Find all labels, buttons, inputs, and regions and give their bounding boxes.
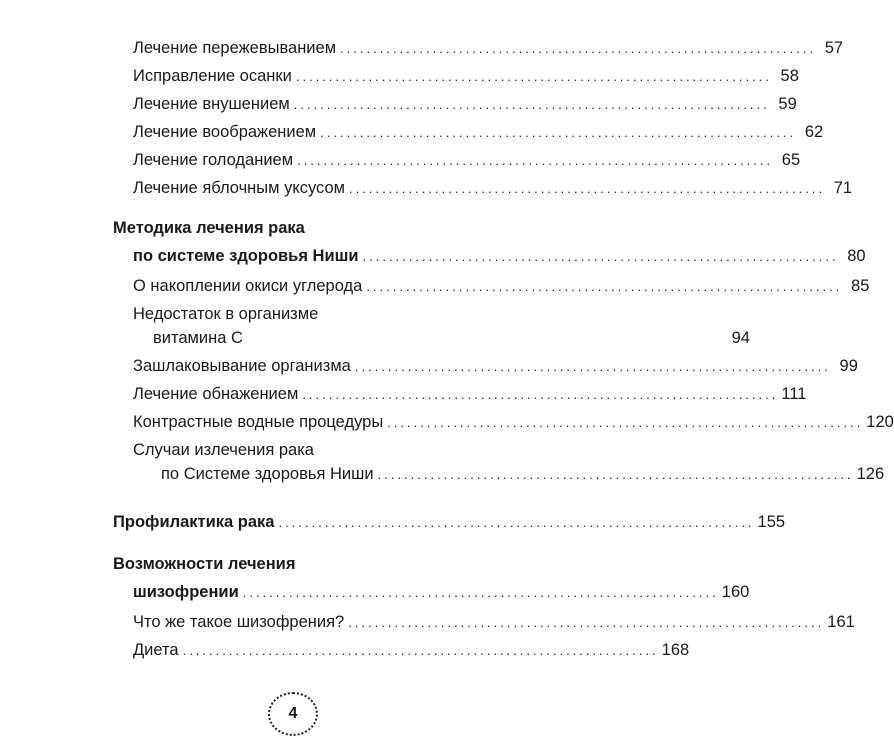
toc-section-entry[interactable] xyxy=(133,246,866,267)
toc-section-entry[interactable] xyxy=(113,512,786,533)
toc-entry-title: Профилактика рака xyxy=(113,513,275,531)
toc-section-entry[interactable] xyxy=(133,582,750,603)
toc-entry[interactable] xyxy=(153,328,750,349)
toc-entry-title: Зашлаковывание организма xyxy=(133,357,351,375)
section-heading: Методика лечения рака xyxy=(113,219,305,237)
toc-entry-page: 99 xyxy=(839,357,858,375)
toc-entry-page: 161 xyxy=(827,613,855,631)
page-number-badge xyxy=(268,692,318,736)
toc-entry-page: 59 xyxy=(778,95,797,113)
toc-entry-title: Что же такое шизофрения? xyxy=(133,613,345,631)
toc-entry-title: Лечение пережевыванием xyxy=(133,39,337,57)
leader-dots: ........................................................................ xyxy=(362,249,839,264)
toc-entry-title: Лечение обнажением xyxy=(133,385,299,403)
toc-entry[interactable] xyxy=(133,356,858,377)
toc-entry-page: 80 xyxy=(847,247,866,265)
leader-dots: ........................................................................ xyxy=(278,515,755,530)
toc-entry-page: 168 xyxy=(661,641,690,659)
leader-dots: ........................................................................ xyxy=(348,615,825,630)
toc-entry-title: Исправление осанки xyxy=(133,67,292,85)
toc-entry-page: 126 xyxy=(856,465,885,483)
section-heading: Возможности лечения xyxy=(113,555,296,573)
toc-entry-page: 160 xyxy=(721,583,750,601)
toc-entry[interactable] xyxy=(133,640,690,661)
toc-entry-title: Лечение воображением xyxy=(133,123,317,141)
toc-entry-title: витамина С xyxy=(153,329,243,347)
toc-entry-page: 155 xyxy=(757,513,786,531)
leader-dots: ........................................................................ xyxy=(295,69,772,84)
toc-entry-title: Лечение яблочным уксусом xyxy=(133,179,346,197)
leader-dots: ........................................................................ xyxy=(349,181,826,196)
toc-entry-page: 58 xyxy=(780,67,799,85)
toc-entry-page: 62 xyxy=(804,123,824,141)
leader-dots: ........................................................................ xyxy=(377,467,854,482)
toc-entry-title-line1: Случаи излечения рака xyxy=(133,441,314,459)
toc-entry-title: О накоплении окиси углерода xyxy=(133,277,363,295)
page-number: 4 xyxy=(288,705,298,722)
leader-dots: ........................................................................ xyxy=(182,643,659,658)
toc-entry-page: 71 xyxy=(833,179,853,197)
toc-entry[interactable] xyxy=(133,612,855,633)
leader-dots: ........................................................................ xyxy=(242,585,719,600)
toc-entry-title: шизофрении xyxy=(133,583,239,601)
toc-entry-title: Лечение голоданием xyxy=(133,151,294,169)
toc-entry[interactable] xyxy=(133,150,801,171)
toc-entry-title: Диета xyxy=(133,641,179,659)
toc-entry[interactable] xyxy=(133,178,853,199)
toc-entry-page: 111 xyxy=(781,385,807,403)
leader-dots: ........................................................................ xyxy=(354,359,831,374)
toc-entry-title: по Системе здоровья Ниши xyxy=(161,465,374,483)
toc-entry[interactable] xyxy=(133,94,797,115)
toc-entry-title-line1: Недостаток в организме xyxy=(133,305,319,323)
toc-entry[interactable] xyxy=(133,122,824,143)
toc-entry[interactable] xyxy=(133,276,870,297)
leader-dots: ........................................................................ xyxy=(366,279,843,294)
leader-dots: ........................................................................ xyxy=(293,97,770,112)
toc-entry-title: по системе здоровья Ниши xyxy=(133,247,359,265)
toc-entry[interactable] xyxy=(133,66,799,87)
toc-entry-page: 65 xyxy=(781,151,801,169)
toc-entry[interactable] xyxy=(161,464,885,485)
toc-entry[interactable] xyxy=(133,38,844,59)
leader-dots: ........................................................................ xyxy=(387,415,864,430)
leader-dots: ........................................................................ xyxy=(340,41,817,56)
leader-dots: ........................................................................ xyxy=(320,125,797,140)
toc-entry[interactable] xyxy=(133,384,807,405)
toc-entry-page: 85 xyxy=(851,277,870,295)
toc-entry-title: Контрастные водные процедуры xyxy=(133,413,384,431)
toc-entry-page: 120 xyxy=(866,413,894,431)
toc-entry-page: 94 xyxy=(731,329,750,347)
toc-entry[interactable] xyxy=(133,412,894,433)
leader-dots: ........................................................................ xyxy=(302,387,779,402)
toc-entry-title: Лечение внушением xyxy=(133,95,290,113)
toc-entry-page: 57 xyxy=(824,39,844,57)
leader-dots: ........................................................................ xyxy=(297,153,774,168)
